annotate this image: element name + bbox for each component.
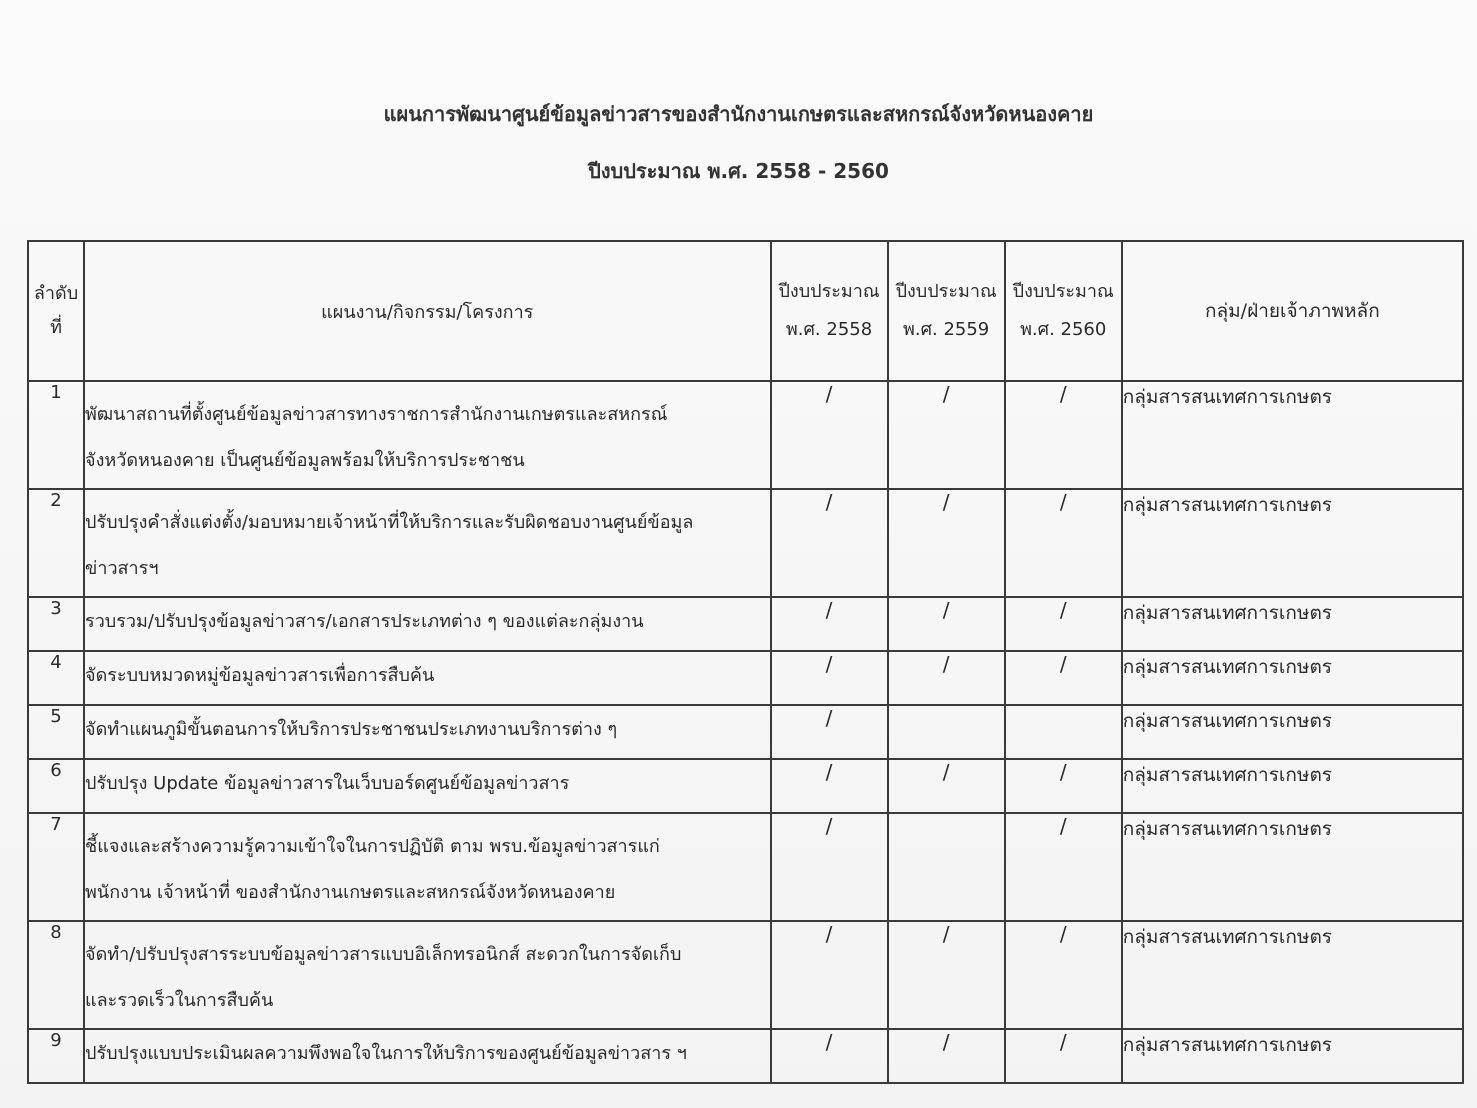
activity-line: จัดระบบหมวดหมู่ข้อมูลข่าวสารเพื่อการสืบค้น [85,665,435,686]
activity-line: และรวดเร็วในการสืบค้น [85,990,274,1011]
mark-2560: / [1005,597,1122,651]
row-group: กลุ่มสารสนเทศการเกษตร [1122,651,1463,705]
activity-line: รวบรวม/ปรับปรุงข้อมูลข่าวสาร/เอกสารประเภทต่าง ๆ ของแต่ละกลุ่มงาน [85,611,644,632]
header-year-2558 [771,241,888,381]
mark-2559: / [888,597,1005,651]
row-group: กลุ่มสารสนเทศการเกษตร [1122,813,1463,921]
table-row [28,921,1463,1029]
row-number: 7 [28,813,84,921]
row-activity [84,759,770,813]
header-year-value: พ.ศ. 2559 [902,319,990,340]
activity-line: จังหวัดหนองคาย เป็นศูนย์ข้อมูลพร้อมให้บริการประชาชน [85,450,525,471]
row-group: กลุ่มสารสนเทศการเกษตร [1122,1029,1463,1083]
mark-2560: / [1005,813,1122,921]
row-activity [84,1029,770,1083]
header-group: กลุ่ม/ฝ่ายเจ้าภาพหลัก [1122,241,1463,381]
row-number: 3 [28,597,84,651]
row-group: กลุ่มสารสนเทศการเกษตร [1122,489,1463,597]
table-row [28,759,1463,813]
table-row [28,381,1463,489]
row-number: 4 [28,651,84,705]
row-group: กลุ่มสารสนเทศการเกษตร [1122,921,1463,1029]
row-group: กลุ่มสารสนเทศการเกษตร [1122,381,1463,489]
mark-2560: / [1005,759,1122,813]
row-activity [84,381,770,489]
header-no [28,241,84,381]
table-row [28,597,1463,651]
table-row [28,489,1463,597]
table-row [28,705,1463,759]
row-group: กลุ่มสารสนเทศการเกษตร [1122,597,1463,651]
row-activity [84,921,770,1029]
mark-2559 [888,705,1005,759]
row-number: 2 [28,489,84,597]
row-activity [84,651,770,705]
header-year-value: พ.ศ. 2560 [1020,319,1107,340]
header-year-2559 [888,241,1005,381]
activity-line: จัดทำ/ปรับปรุงสารระบบข้อมูลข่าวสารแบบอิเล็กทรอนิกส์ สะดวกในการจัดเก็บ [85,944,682,965]
plan-table [27,240,1464,1084]
mark-2558: / [771,813,888,921]
header-year-label: ปีงบประมาณ [1012,281,1114,302]
mark-2558: / [771,759,888,813]
document-title: แผนการพัฒนาศูนย์ข้อมูลข่าวสารของสำนักงานเกษตรและสหกรณ์จังหวัดหนองคาย [383,102,1094,126]
mark-2558: / [771,489,888,597]
row-activity [84,597,770,651]
activity-line: ข่าวสารฯ [85,558,159,579]
mark-2560: / [1005,921,1122,1029]
header-year-value: พ.ศ. 2558 [785,319,873,340]
table-row [28,1029,1463,1083]
row-activity [84,705,770,759]
mark-2560: / [1005,489,1122,597]
header-no-line2: ที่ [50,317,62,338]
mark-2558: / [771,597,888,651]
mark-2560: / [1005,381,1122,489]
header-year-label: ปีงบประมาณ [895,281,997,302]
document-subtitle: ปีงบประมาณ พ.ศ. 2558 - 2560 [588,159,889,183]
header-no-line1: ลำดับ [33,283,79,304]
header-row [28,241,1463,381]
mark-2559: / [888,651,1005,705]
mark-2558: / [771,705,888,759]
mark-2559: / [888,921,1005,1029]
header-year-label: ปีงบประมาณ [778,281,880,302]
mark-2560 [1005,705,1122,759]
mark-2559: / [888,759,1005,813]
activity-line: จัดทำแผนภูมิขั้นตอนการให้บริการประชาชนประเภทงานบริการต่าง ๆ [85,719,618,740]
table-row [28,813,1463,921]
row-group: กลุ่มสารสนเทศการเกษตร [1122,705,1463,759]
mark-2558: / [771,651,888,705]
mark-2559: / [888,489,1005,597]
mark-2558: / [771,921,888,1029]
activity-line: ปรับปรุง Update ข้อมูลข่าวสารในเว็บบอร์ดศูนย์ข้อมูลข่าวสาร [85,773,570,794]
activity-line: ชี้แจงและสร้างความรู้ความเข้าใจในการปฏิบัติ ตาม พรบ.ข้อมูลข่าวสารแก่ [85,836,660,857]
header-activity: แผนงาน/กิจกรรม/โครงการ [84,241,770,381]
row-number: 6 [28,759,84,813]
mark-2559: / [888,381,1005,489]
activity-line: พนักงาน เจ้าหน้าที่ ของสำนักงานเกษตรและสหกรณ์จังหวัดหนองคาย [85,882,616,903]
activity-line: พัฒนาสถานที่ตั้งศูนย์ข้อมูลข่าวสารทางราชการสำนักงานเกษตรและสหกรณ์ [85,404,668,425]
mark-2558: / [771,1029,888,1083]
mark-2559 [888,813,1005,921]
mark-2560: / [1005,1029,1122,1083]
mark-2560: / [1005,651,1122,705]
row-group: กลุ่มสารสนเทศการเกษตร [1122,759,1463,813]
mark-2559: / [888,1029,1005,1083]
row-number: 8 [28,921,84,1029]
activity-line: ปรับปรุงคำสั่งแต่งตั้ง/มอบหมายเจ้าหน้าที่ให้บริการและรับผิดชอบงานศูนย์ข้อมูล [85,512,694,533]
mark-2558: / [771,381,888,489]
header-year-2560 [1005,241,1122,381]
table-row [28,651,1463,705]
activity-line: ปรับปรุงแบบประเมินผลความพึงพอใจในการให้บริการของศูนย์ข้อมูลข่าวสาร ฯ [85,1043,687,1064]
row-activity [84,813,770,921]
row-number: 9 [28,1029,84,1083]
row-number: 5 [28,705,84,759]
row-number: 1 [28,381,84,489]
row-activity [84,489,770,597]
